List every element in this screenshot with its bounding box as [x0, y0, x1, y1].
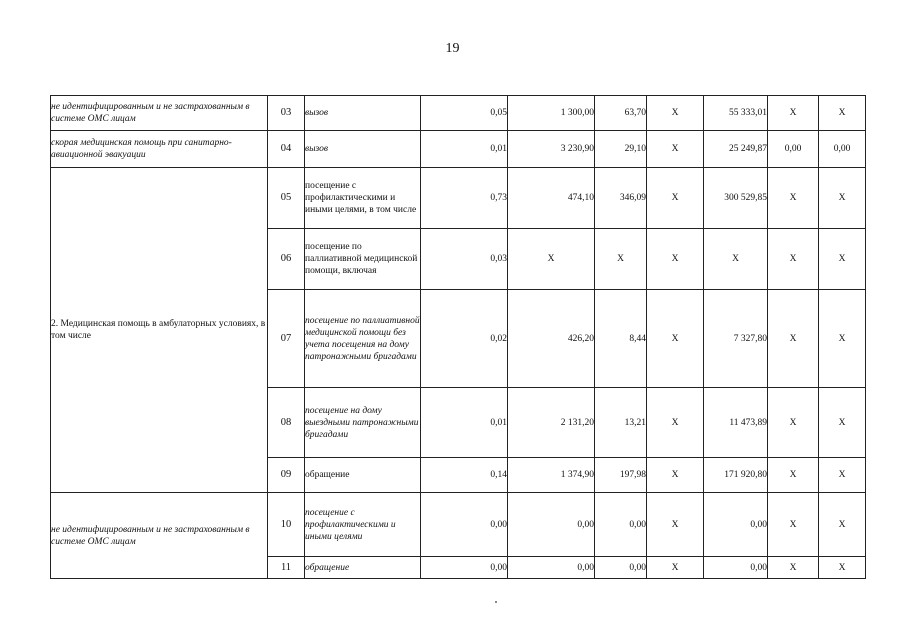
cell-value: X	[647, 493, 704, 557]
cell-value: 1 300,00	[508, 96, 595, 131]
row-unit: вызов	[305, 96, 421, 131]
cell-value: 197,98	[595, 458, 647, 493]
row-code: 08	[268, 388, 305, 458]
cell-value: X	[647, 229, 704, 290]
norms-table	[50, 95, 866, 579]
cell-value: 1 374,90	[508, 458, 595, 493]
row-code: 11	[268, 557, 305, 579]
cell-value: X	[768, 493, 819, 557]
cell-value: 0,14	[421, 458, 508, 493]
cell-value: X	[647, 557, 704, 579]
cell-value: X	[647, 458, 704, 493]
cell-value: X	[819, 96, 866, 131]
cell-value: X	[768, 168, 819, 229]
row-unit: обращение	[305, 458, 421, 493]
cell-value: X	[508, 229, 595, 290]
cell-value: 0,02	[421, 290, 508, 388]
row-unit: вызов	[305, 131, 421, 168]
cell-value: X	[819, 388, 866, 458]
row-code: 05	[268, 168, 305, 229]
table-row	[51, 168, 866, 229]
scan-dot	[495, 601, 497, 603]
cell-value: 0,00	[508, 557, 595, 579]
cell-value: X	[647, 388, 704, 458]
cell-value: 11 473,89	[704, 388, 768, 458]
row-name: не идентифицированным и не застрахованным в системе ОМС лицам	[51, 96, 268, 131]
cell-value: 29,10	[595, 131, 647, 168]
row-code: 09	[268, 458, 305, 493]
cell-value: 63,70	[595, 96, 647, 131]
row-name: 2. Медицинская помощь в амбулаторных условиях, в том числе	[51, 168, 268, 493]
cell-value: 474,10	[508, 168, 595, 229]
cell-value: 13,21	[595, 388, 647, 458]
row-unit: посещение с профилактическими и иными целями, в том числе	[305, 168, 421, 229]
cell-value: 7 327,80	[704, 290, 768, 388]
cell-value: X	[647, 168, 704, 229]
cell-value: 0,00	[421, 557, 508, 579]
cell-value: X	[595, 229, 647, 290]
cell-value: 0,00	[768, 131, 819, 168]
row-code: 07	[268, 290, 305, 388]
row-unit: обращение	[305, 557, 421, 579]
cell-value: 0,05	[421, 96, 508, 131]
cell-value: 2 131,20	[508, 388, 595, 458]
cell-value: X	[647, 290, 704, 388]
cell-value: 426,20	[508, 290, 595, 388]
cell-value: 0,00	[595, 557, 647, 579]
cell-value: X	[819, 168, 866, 229]
table-row	[51, 493, 866, 557]
cell-value: 0,00	[421, 493, 508, 557]
row-unit: посещение с профилактическими и иными целями	[305, 493, 421, 557]
cell-value: X	[768, 388, 819, 458]
cell-value: X	[647, 96, 704, 131]
cell-value: 0,00	[704, 557, 768, 579]
row-code: 06	[268, 229, 305, 290]
row-code: 10	[268, 493, 305, 557]
table-row	[51, 96, 866, 131]
cell-value: X	[768, 557, 819, 579]
cell-value: 55 333,01	[704, 96, 768, 131]
cell-value: X	[819, 290, 866, 388]
cell-value: 0,00	[595, 493, 647, 557]
cell-value: X	[768, 96, 819, 131]
cell-value: 0,73	[421, 168, 508, 229]
row-unit: посещение на дому выездными патронажными бригадами	[305, 388, 421, 458]
table-row	[51, 131, 866, 168]
cell-value: 0,01	[421, 131, 508, 168]
cell-value: 0,00	[508, 493, 595, 557]
row-unit: посещение по паллиативной медицинской помощи, включая	[305, 229, 421, 290]
page-number: 19	[445, 41, 460, 56]
cell-value: 0,01	[421, 388, 508, 458]
cell-value: X	[819, 493, 866, 557]
row-name: скорая медицинская помощь при санитарно-авиационной эвакуации	[51, 131, 268, 168]
cell-value: 0,03	[421, 229, 508, 290]
cell-value: X	[704, 229, 768, 290]
cell-value: 0,00	[819, 131, 866, 168]
cell-value: 0,00	[704, 493, 768, 557]
cell-value: X	[819, 229, 866, 290]
cell-value: X	[819, 557, 866, 579]
cell-value: X	[768, 229, 819, 290]
row-code: 04	[268, 131, 305, 168]
cell-value: 300 529,85	[704, 168, 768, 229]
cell-value: 3 230,90	[508, 131, 595, 168]
row-name: не идентифицированным и не застрахованным в системе ОМС лицам	[51, 493, 268, 579]
cell-value: 8,44	[595, 290, 647, 388]
cell-value: 25 249,87	[704, 131, 768, 168]
row-unit: посещение по паллиативной медицинской помощи без учета посещения на дому патронажными бригадами	[305, 290, 421, 388]
cell-value: X	[768, 458, 819, 493]
cell-value: X	[768, 290, 819, 388]
cell-value: X	[647, 131, 704, 168]
cell-value: 346,09	[595, 168, 647, 229]
row-code: 03	[268, 96, 305, 131]
cell-value: 171 920,80	[704, 458, 768, 493]
cell-value: X	[819, 458, 866, 493]
